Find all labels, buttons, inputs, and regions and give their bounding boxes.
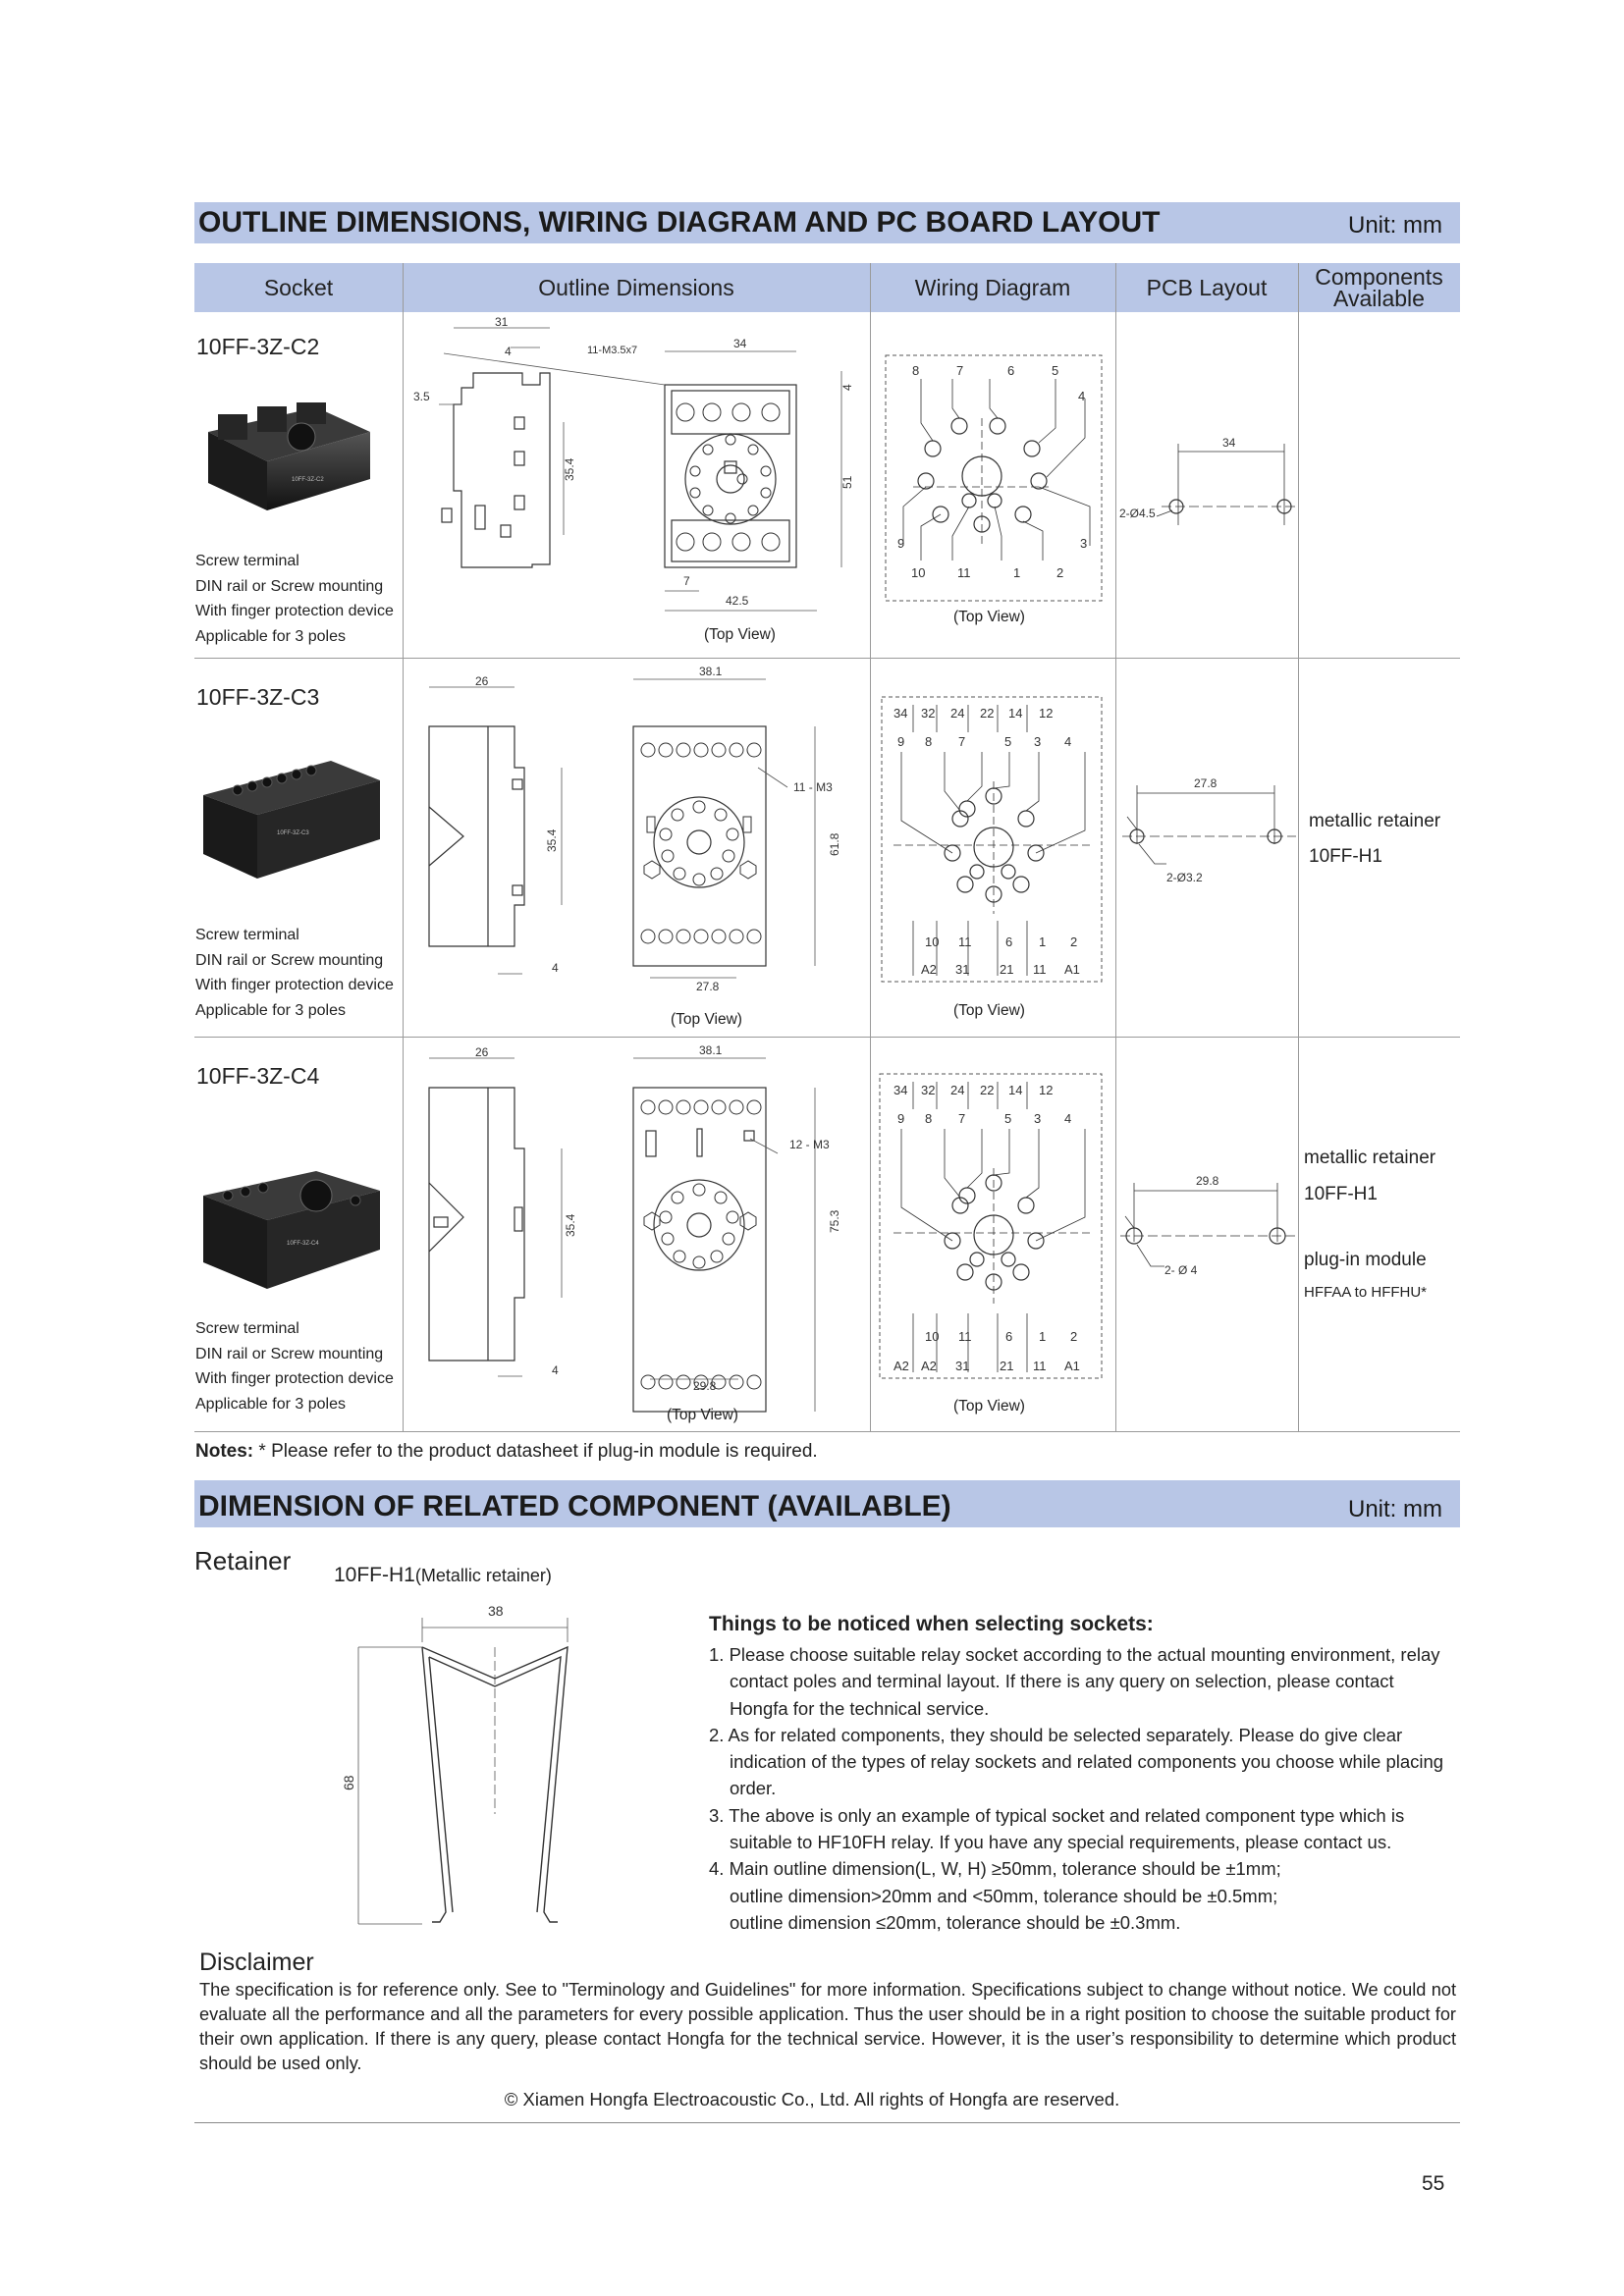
- terminal-number: 3: [1034, 734, 1042, 749]
- pcb-dim: 29.8: [1196, 1174, 1219, 1188]
- row-divider: [194, 1431, 1460, 1432]
- terminal-number: 10: [925, 934, 940, 949]
- feature-line: Applicable for 3 poles: [195, 627, 346, 645]
- top-view-caption: (Top View): [667, 1407, 738, 1423]
- terminal-number: 10: [925, 1329, 940, 1344]
- disclaimer-title: Disclaimer: [199, 1949, 314, 1976]
- notice-title: Things to be noticed when selecting sockets:: [709, 1613, 1154, 1635]
- row-divider: [194, 1037, 1460, 1038]
- notes-label: Notes:: [195, 1441, 254, 1462]
- terminal-number: 3: [1034, 1111, 1042, 1126]
- terminal-number: 11: [958, 934, 972, 949]
- terminal-number: 31: [955, 962, 970, 977]
- dim-label: 38.1: [699, 1043, 723, 1057]
- terminal-number: 24: [950, 706, 965, 721]
- dim-label: 12 - M3: [789, 1138, 830, 1151]
- terminal-number: A2: [921, 1359, 937, 1373]
- section-header-outline: [194, 202, 1460, 243]
- terminal-number: 34: [893, 1083, 908, 1097]
- wiring-diagram-c2: [874, 349, 1115, 607]
- dim-label: 42.5: [726, 594, 749, 608]
- header-pcb: PCB Layout: [1146, 275, 1268, 300]
- notice-list: [709, 1641, 1455, 1936]
- footer-rule: [194, 2122, 1460, 2123]
- top-view-caption: (Top View): [704, 626, 776, 643]
- terminal-number: 2: [1070, 1329, 1078, 1344]
- dim-label: 11 - M3: [793, 780, 833, 794]
- header-components: Components Available: [1315, 264, 1443, 311]
- terminal-number: 8: [925, 734, 933, 749]
- terminal-number: A1: [1064, 1359, 1080, 1373]
- terminal-number: A2: [921, 962, 937, 977]
- feature-line: Applicable for 3 poles: [195, 1001, 346, 1019]
- terminal-number: 4: [1064, 734, 1072, 749]
- terminal-number: 11: [1033, 1359, 1047, 1373]
- terminal-number: 12: [1039, 1083, 1054, 1097]
- feature-line: Screw terminal: [195, 927, 299, 943]
- terminal-number: 7: [958, 1111, 966, 1126]
- svg-text:10FF-3Z-C2: 10FF-3Z-C2: [292, 477, 324, 483]
- notice-item: 3. The above is only an example of typical socket and related component type which is suitable to HF10FH relay. If you have any special requirements, please contact us.: [709, 1804, 1405, 1853]
- terminal-number: 22: [980, 706, 995, 721]
- notes-text: * Please refer to the product datasheet if plug-in module is required.: [253, 1441, 818, 1462]
- section-header-related: [194, 1480, 1460, 1527]
- socket-model: 10FF-3Z-C2: [196, 334, 320, 359]
- dim-label: 31: [495, 315, 509, 329]
- socket-model: 10FF-3Z-C3: [196, 684, 320, 710]
- socket-features: [195, 923, 394, 1023]
- terminal-number: 14: [1008, 1083, 1023, 1097]
- pcb-layout-c2: [1117, 422, 1298, 540]
- pcb-dim: 2-Ø4.5: [1119, 507, 1156, 520]
- socket-photo: [198, 1166, 385, 1294]
- terminal-number: 3: [1080, 536, 1088, 551]
- notice-item: 4. Main outline dimension(L, W, H) ≥50mm, tolerance should be ±1mm;: [709, 1858, 1281, 1880]
- terminal-number: 4: [1064, 1111, 1072, 1126]
- dim-label: 38.1: [699, 665, 723, 678]
- terminal-number: 11: [1033, 962, 1047, 977]
- retainer-dim: 38: [488, 1603, 504, 1619]
- component-item: metallic retainer: [1309, 811, 1441, 831]
- component-item: plug-in module: [1304, 1250, 1427, 1270]
- terminal-number: 4: [1078, 389, 1086, 403]
- dim-label: 27.8: [696, 980, 720, 993]
- component-item: HFFAA to HFFHU*: [1304, 1284, 1428, 1301]
- terminal-number: 1: [1039, 1329, 1047, 1344]
- terminal-number: 5: [1004, 1111, 1012, 1126]
- dim-label: 75.3: [828, 1209, 841, 1233]
- terminal-number: 6: [1005, 1329, 1013, 1344]
- dim-label: 4: [552, 1363, 559, 1377]
- terminal-number: 6: [1007, 363, 1015, 378]
- notice-item-line: outline dimension>20mm and <50mm, tolerance should be ±0.5mm;: [730, 1885, 1278, 1906]
- feature-line: With finger protection device: [195, 603, 394, 619]
- terminal-number: 2: [1070, 934, 1078, 949]
- feature-line: DIN rail or Screw mounting: [195, 1345, 384, 1362]
- table-notes: [195, 1441, 818, 1463]
- unit-label: Unit: mm: [1348, 212, 1442, 239]
- terminal-number: 32: [921, 1083, 936, 1097]
- notice-item: 1. Please choose suitable relay socket according to the actual mounting environment, relay contact poles and terminal layout. If there is any query on selection, please contact Hongfa for the technical service.: [709, 1644, 1440, 1719]
- terminal-number: 14: [1008, 706, 1023, 721]
- terminal-number: 1: [1039, 934, 1047, 949]
- retainer-model-note: (Metallic retainer): [414, 1566, 552, 1585]
- notice-item: 2. As for related components, they should be selected separately. Please do give clear indication of the types of relay sockets and related components you choose while placing order.: [709, 1724, 1444, 1799]
- notice-item-line: outline dimension ≤20mm, tolerance should be ±0.3mm.: [730, 1911, 1181, 1933]
- feature-line: DIN rail or Screw mounting: [195, 577, 384, 595]
- copyright: © Xiamen Hongfa Electroacoustic Co., Ltd. All rights of Hongfa are reserved.: [504, 2089, 1120, 2109]
- top-view-caption: (Top View): [671, 1011, 742, 1028]
- dim-label: 29.8: [693, 1379, 717, 1393]
- terminal-number: 5: [1052, 363, 1059, 378]
- terminal-number: 31: [955, 1359, 970, 1373]
- retainer-heading: Retainer: [194, 1546, 292, 1575]
- dim-label: 34: [733, 337, 747, 350]
- pcb-layout-c4: [1117, 1163, 1298, 1291]
- dim-label: 61.8: [828, 832, 841, 856]
- feature-line: Screw terminal: [195, 553, 299, 569]
- wiring-diagram-c4: [874, 1070, 1115, 1384]
- terminal-number: 7: [956, 363, 964, 378]
- section-title: DIMENSION OF RELATED COMPONENT (AVAILABLE): [198, 1490, 951, 1522]
- header-outline: Outline Dimensions: [538, 275, 734, 300]
- terminal-number: 6: [1005, 934, 1013, 949]
- table-divider: [870, 263, 871, 1431]
- unit-label: Unit: mm: [1348, 1496, 1442, 1522]
- terminal-number: 32: [921, 706, 936, 721]
- wiring-diagram-c3: [874, 693, 1115, 988]
- retainer-model-name: 10FF-H1: [334, 1564, 415, 1586]
- feature-line: Screw terminal: [195, 1320, 299, 1337]
- table-divider: [403, 263, 404, 1431]
- table-divider: [1298, 263, 1299, 1431]
- pcb-dim: 2- Ø 4: [1164, 1263, 1198, 1277]
- socket-features: [195, 549, 394, 649]
- table-header: [194, 263, 1460, 312]
- terminal-number: A1: [1064, 962, 1080, 977]
- feature-line: Applicable for 3 poles: [195, 1395, 346, 1413]
- section-title: OUTLINE DIMENSIONS, WIRING DIAGRAM AND PC BOARD LAYOUT: [198, 206, 1161, 239]
- dim-label: 4: [505, 345, 512, 358]
- row-divider: [194, 658, 1460, 659]
- component-item: 10FF-H1: [1304, 1184, 1378, 1204]
- wiring-caption: (Top View): [953, 609, 1025, 625]
- terminal-number: A2: [893, 1359, 909, 1373]
- socket-features: [195, 1316, 394, 1416]
- socket-photo: [198, 756, 385, 883]
- terminal-number: 8: [912, 363, 920, 378]
- terminal-number: 24: [950, 1083, 965, 1097]
- pcb-dim: 27.8: [1194, 776, 1218, 790]
- terminal-number: 8: [925, 1111, 933, 1126]
- terminal-number: 11: [957, 565, 971, 580]
- pcb-layout-c3: [1117, 766, 1298, 893]
- outline-drawing-c2: [405, 314, 870, 628]
- feature-line: DIN rail or Screw mounting: [195, 951, 384, 969]
- terminal-number: 12: [1039, 706, 1054, 721]
- terminal-number: 9: [897, 734, 905, 749]
- disclaimer-text: The specification is for reference only. See to "Terminology and Guidelines" for more information. Specifications subject to change without notice. We could not evaluate all the performance and all the parameters for every possible application. Thus the user should be in a right position to choose the suitable product for their own application. If there is any query, please contact Hongfa for the technical service. However, it is the user’s responsibility to determine which product should be used only.: [199, 1980, 1456, 2073]
- socket-photo: [198, 393, 375, 515]
- outline-drawing-c3: [405, 660, 870, 1003]
- svg-text:10FF-3Z-C3: 10FF-3Z-C3: [277, 830, 309, 836]
- socket-model: 10FF-3Z-C4: [196, 1063, 320, 1089]
- terminal-number: 9: [897, 536, 905, 551]
- terminal-number: 1: [1013, 565, 1021, 580]
- component-item: 10FF-H1: [1309, 846, 1382, 867]
- feature-line: With finger protection device: [195, 977, 394, 993]
- outline-drawing-c4: [405, 1041, 870, 1423]
- dim-label: 4: [552, 961, 559, 975]
- retainer-drawing: [334, 1598, 589, 1932]
- dim-label: 35.4: [545, 828, 559, 852]
- svg-text:10FF-3Z-C4: 10FF-3Z-C4: [287, 1241, 319, 1247]
- wiring-caption: (Top View): [953, 1398, 1025, 1415]
- dim-label: 3.5: [413, 390, 430, 403]
- dim-label: 35.4: [564, 1213, 577, 1237]
- terminal-number: 22: [980, 1083, 995, 1097]
- dim-label: 11-M3.5x7: [587, 345, 638, 356]
- dim-label: 4: [840, 384, 854, 391]
- header-socket: Socket: [263, 275, 334, 300]
- terminal-number: 10: [911, 565, 926, 580]
- terminal-number: 21: [1000, 1359, 1014, 1373]
- retainer-dim: 68: [341, 1775, 356, 1790]
- terminal-number: 5: [1004, 734, 1012, 749]
- table-divider: [1115, 263, 1116, 1431]
- terminal-number: 21: [1000, 962, 1014, 977]
- terminal-number: 2: [1056, 565, 1064, 580]
- dim-label: 26: [475, 674, 489, 688]
- pcb-dim: 2-Ø3.2: [1166, 871, 1203, 884]
- terminal-number: 9: [897, 1111, 905, 1126]
- page-number: 55: [1422, 2172, 1445, 2195]
- pcb-dim: 34: [1222, 436, 1236, 450]
- component-item: metallic retainer: [1304, 1148, 1436, 1168]
- dim-label: 51: [840, 475, 854, 489]
- dim-label: 35.4: [563, 457, 576, 481]
- dim-label: 26: [475, 1045, 489, 1059]
- terminal-number: 34: [893, 706, 908, 721]
- retainer-model: [334, 1564, 552, 1587]
- feature-line: With finger protection device: [195, 1370, 394, 1387]
- terminal-number: 11: [958, 1329, 972, 1344]
- dim-label: 7: [683, 574, 690, 588]
- header-wiring: Wiring Diagram: [914, 275, 1071, 300]
- terminal-number: 7: [958, 734, 966, 749]
- wiring-caption: (Top View): [953, 1002, 1025, 1019]
